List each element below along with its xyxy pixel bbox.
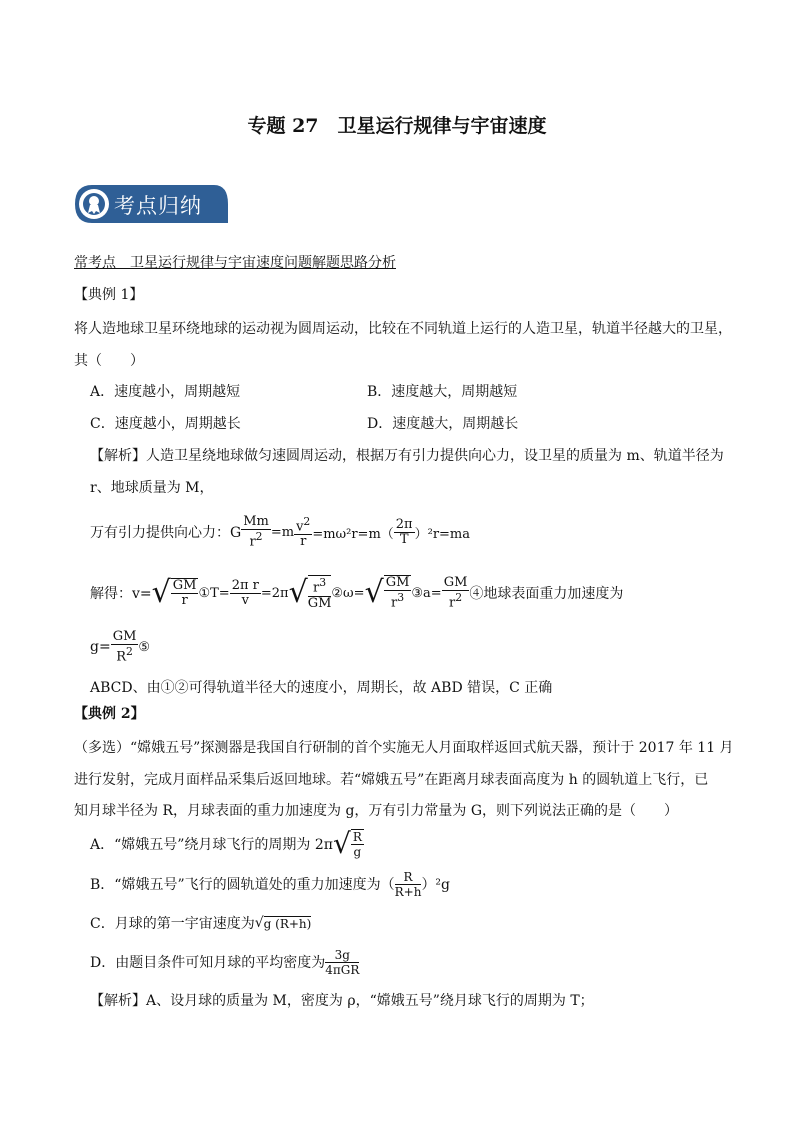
example2-option-b: B．“嫦娥五号”飞行的圆轨道处的重力加速度为（ $\frac{R}{R+h}$ ）²g bbox=[90, 869, 451, 899]
formula2-prefix: 解得：v= bbox=[90, 586, 152, 602]
fraction-2pi-T: $\frac{2\pi}{T}$ bbox=[395, 516, 413, 547]
example2-option-d: D．由题目条件可知月球的平均密度为 $\frac{3g}{\text{4πGR}}$ bbox=[90, 947, 360, 977]
example2-analysis: 【解析】A、设月球的质量为 M，密度为 ρ，“嫦娥五号”绕月球飞行的周期为 T； bbox=[90, 993, 594, 1009]
fraction-v2-r: $\frac{v^2}{r}$ bbox=[296, 514, 311, 550]
example1-option-c: C．速度越小，周期越长 bbox=[90, 416, 241, 432]
formula1-rest: =mω²r=m（ bbox=[312, 526, 394, 542]
page-title: 专题 27 卫星运行规律与宇宙速度 bbox=[247, 115, 547, 137]
formula2-tail: ④地球表面重力加速度为 bbox=[469, 586, 624, 602]
example2-option-c: C．月球的第一宇宙速度为 √ g (R+h) bbox=[90, 915, 312, 932]
formula3-tail: ⑤ bbox=[138, 639, 151, 655]
example2-option-a: A．“嫦娥五号”绕月球飞行的周期为 2π √ $\frac{R}{g}$ bbox=[90, 827, 362, 860]
example2-option-b-text: B．“嫦娥五号”飞行的圆轨道处的重力加速度为（ bbox=[90, 877, 395, 893]
subtitle: 常考点 卫星运行规律与宇宙速度问题解题思路分析 bbox=[74, 255, 396, 271]
fraction-Mm-r2: $\frac{Mm}{r^2}$ bbox=[243, 513, 269, 550]
formula-2: 解得：v= √ $\frac{GM}{r}$ ①T= $\frac{\text{2π r}}{v}$ =2π √ $\frac{r^3}{GM}$ ②ω= √ $\frac{GM}{r^3}$ ③a= $\frac{GM}{r^2}$ ④地球表面重力加速度为 bbox=[90, 574, 624, 611]
example1-label: 【典例 1】 bbox=[74, 287, 144, 303]
formula3-prefix: g= bbox=[90, 639, 111, 655]
example1-option-b: B．速度越大，周期越短 bbox=[367, 384, 518, 400]
example2-line1: （多选）“嫦娥五号”探测器是我国自行研制的首个实施无人月面取样返回式航天器，预计于 2017 年 11 月 bbox=[74, 740, 734, 756]
example1-option-a: A．速度越小，周期越短 bbox=[90, 384, 241, 400]
example2-option-d-text: D．由题目条件可知月球的平均密度为 bbox=[90, 955, 326, 971]
example2-line3: 知月球半径为 R，月球表面的重力加速度为 g，万有引力常量为 G，则下列说法正确的是（ ） bbox=[74, 803, 679, 819]
example1-question-line2: 其（ ） bbox=[74, 353, 144, 369]
example2-option-a-text: A．“嫦娥五号”绕月球飞行的周期为 2π bbox=[90, 837, 333, 853]
example2-option-c-text: C．月球的第一宇宙速度为 bbox=[90, 916, 255, 932]
example1-question-line1: 将人造地球卫星环绕地球的运动视为圆周运动，比较在不同轨道上运行的人造卫星，轨道半径越大的卫星， bbox=[74, 321, 732, 337]
example2-line2: 进行发射，完成月面样品采集后返回地球。若“嫦娥五号”在距离月球表面高度为 h 的圆轨道上飞行，已 bbox=[74, 772, 709, 788]
example1-analysis-line1: 【解析】人造卫星绕地球做匀速圆周运动，根据万有引力提供向心力，设卫星的质量为 m、轨道半径为 bbox=[90, 448, 724, 464]
formula-1: 万有引力提供向心力：G $\frac{Mm}{r^2}$ =m $\frac{v^2}{r}$ =mω²r=m（ $\frac{2\pi}{T}$ ）²r=ma bbox=[90, 513, 471, 550]
formula1-end: ）²r=ma bbox=[414, 526, 471, 542]
example2-option-b-end: ）²g bbox=[421, 877, 451, 893]
formula1-prefix: 万有引力提供向心力：G bbox=[90, 525, 242, 541]
example1-option-d: D．速度越大，周期越长 bbox=[367, 416, 519, 432]
formula-3: g= $\frac{GM}{R^2}$ ⑤ bbox=[90, 628, 151, 665]
example1-analysis-line2: r、地球质量为 M， bbox=[90, 480, 214, 496]
example2-label: 【典例 2】 bbox=[74, 706, 145, 722]
section-tag-label: 考点归纳 bbox=[114, 194, 202, 218]
example1-conclusion: ABCD、由①②可得轨道半径大的速度小，周期长，故 ABD 错误，C 正确 bbox=[90, 680, 553, 696]
